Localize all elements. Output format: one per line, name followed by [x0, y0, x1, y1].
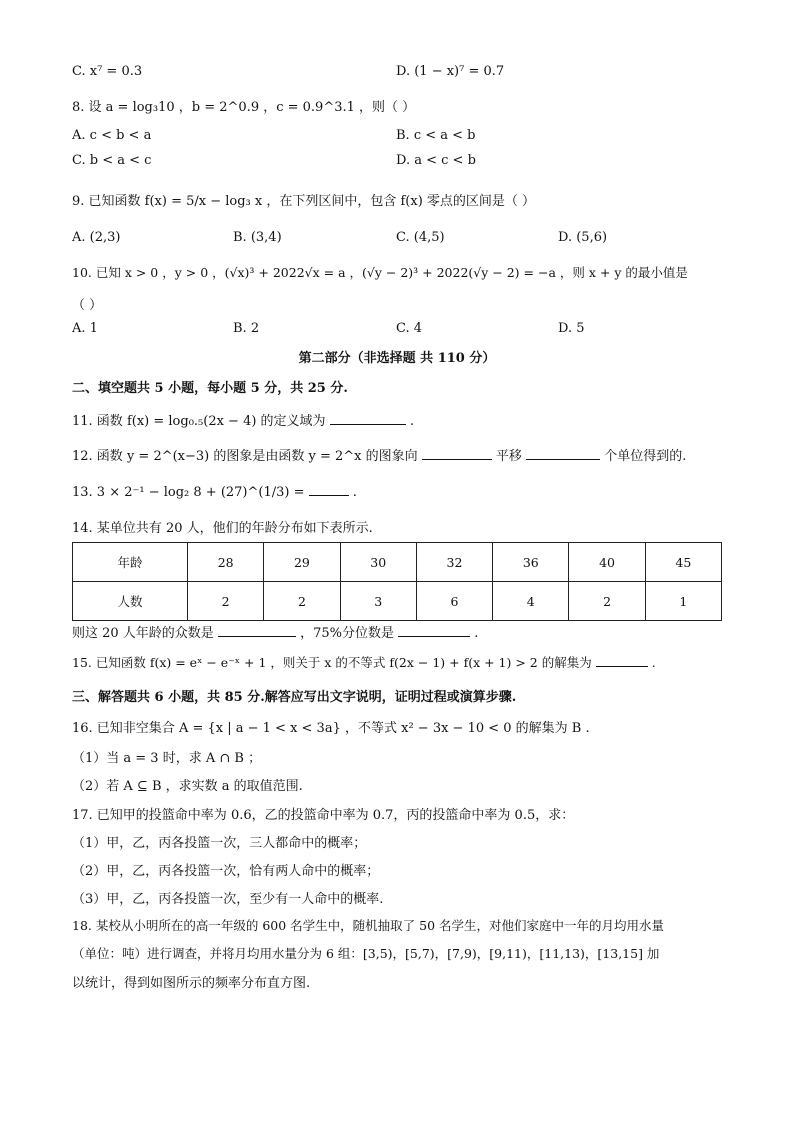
q10-option-a: A. 1 [72, 321, 98, 336]
q13-end: . [352, 485, 357, 500]
q9-option-a: A. (2,3) [72, 230, 121, 245]
q9-stem: 9. 已知函数 f(x) = 5/x − log₃ x ，在下列区间中，包含 f(x) 零点的区间是（ ） [72, 194, 536, 209]
q16-part1: （1）当 a = 3 时，求 A ∩ B ； [72, 751, 262, 766]
count-cell: 2 [188, 582, 264, 621]
q15-answer-blank[interactable] [596, 654, 648, 667]
q15-end: . [651, 655, 656, 670]
q13-answer-blank[interactable] [309, 483, 349, 496]
q11-answer-blank[interactable] [330, 412, 406, 425]
q11-stem: 11. 函数 f(x) = log₀.₅(2x − 4) 的定义域为 [72, 414, 326, 429]
q15 [72, 653, 656, 671]
count-cell: 4 [493, 582, 569, 621]
q12-mid: 平移 [495, 449, 522, 464]
count-cell: 2 [569, 582, 645, 621]
q10-paren: （ ） [72, 298, 103, 313]
count-cell: 2 [264, 582, 340, 621]
q12-end: 个单位得到的. [604, 449, 687, 464]
q17-part2: （2）甲，乙，丙各投篮一次，恰有两人命中的概率； [72, 864, 380, 879]
age-cell: 28 [188, 543, 264, 582]
q18-line2: （单位：吨）进行调查，并将月均用水量分为 6 组：[3,5)，[5,7)，[7,9)，[9,11)，[11,13)，[13,15] 加 [72, 946, 660, 961]
age-cell: 32 [416, 543, 492, 582]
q12-units-blank[interactable] [526, 447, 600, 460]
age-cell: 30 [340, 543, 416, 582]
q16-part2: （2）若 A ⊆ B ，求实数 a 的取值范围. [72, 779, 303, 794]
q14-percentile-blank[interactable] [398, 624, 470, 637]
q16-stem: 16. 已知非空集合 A = {x | a − 1 < x < 3a} ，不等式 x² − 3x − 10 < 0 的解集为 B . [72, 721, 590, 736]
q7-option-d: D. (1 − x)⁷ = 0.7 [396, 64, 505, 79]
q15-stem: 15. 已知函数 f(x) = eˣ − e⁻ˣ + 1 ，则关于 x 的不等式 f(2x − 1) + f(x + 1) > 2 的解集为 [72, 655, 592, 670]
count-cell: 6 [416, 582, 492, 621]
q7-option-c: C. x⁷ = 0.3 [72, 64, 143, 79]
q18-line1: 18. 某校从小明所在的高一年级的 600 名学生中，随机抽取了 50 名学生，对他们家庭中一年的月均用水量 [72, 918, 665, 933]
q8-stem: 8. 设 a = log₃10 ，b = 2^0.9 ，c = 0.9^3.1 ，则（ ） [72, 100, 416, 115]
q8-option-b: B. c < a < b [396, 128, 476, 143]
q12-stem: 12. 函数 y = 2^(x−3) 的图象是由函数 y = 2^x 的图象向 [72, 449, 418, 464]
q13 [72, 483, 357, 500]
q14-end: . [474, 626, 479, 641]
q14-followup [72, 622, 478, 641]
count-header: 人数 [73, 582, 188, 621]
count-cell: 1 [645, 582, 721, 621]
q12-direction-blank[interactable] [422, 447, 492, 460]
q14-stem: 14. 某单位共有 20 人，他们的年龄分布如下表所示. [72, 521, 373, 536]
age-cell: 36 [493, 543, 569, 582]
q18-line3: 以统计，得到如图所示的频率分布直方图. [72, 976, 311, 991]
q9-option-c: C. (4,5) [396, 230, 445, 245]
q8-option-d: D. a < c < b [396, 153, 476, 168]
q17-part1: （1）甲，乙，丙各投篮一次，三人都命中的概率； [72, 836, 367, 851]
q13-stem: 13. 3 × 2⁻¹ − log₂ 8 + (27)^(1/3) = [72, 485, 305, 500]
q9-option-b: B. (3,4) [233, 230, 282, 245]
part2-title: 第二部分（非选择题 共 110 分） [298, 351, 496, 366]
age-cell: 40 [569, 543, 645, 582]
age-distribution-table [72, 542, 722, 621]
section2-title: 二、填空题共 5 小题，每小题 5 分，共 25 分. [72, 381, 348, 396]
q17-part3: （3）甲，乙，丙各投篮一次，至少有一人命中的概率. [72, 892, 384, 907]
q17-stem: 17. 已知甲的投篮命中率为 0.6，乙的投篮命中率为 0.7，丙的投篮命中率为 0.5，求： [72, 808, 575, 823]
q10-option-b: B. 2 [233, 321, 260, 336]
age-cell: 29 [264, 543, 340, 582]
q11 [72, 410, 414, 429]
table-row [73, 582, 722, 621]
age-cell: 45 [645, 543, 721, 582]
age-header: 年龄 [73, 543, 188, 582]
q14-percentile-text: ，75%分位数是 [300, 626, 394, 641]
q9-option-d: D. (5,6) [558, 230, 608, 245]
q14-mode-blank[interactable] [218, 624, 296, 637]
q8-option-a: A. c < b < a [72, 128, 152, 143]
table-row [73, 543, 722, 582]
q12 [72, 445, 686, 464]
q11-end: . [409, 414, 414, 429]
section3-title: 三、解答题共 6 小题，共 85 分.解答应写出文字说明，证明过程或演算步骤. [72, 690, 517, 705]
q10-option-d: D. 5 [558, 321, 585, 336]
q10-option-c: C. 4 [396, 321, 423, 336]
q10-stem: 10. 已知 x > 0 ，y > 0 ，(√x)³ + 2022√x = a ，(√y − 2)³ + 2022(√y − 2) = −a ，则 x + y 的最小值是 [72, 265, 688, 280]
q8-option-c: C. b < a < c [72, 153, 152, 168]
q14-mode-text: 则这 20 人年龄的众数是 [72, 626, 214, 641]
count-cell: 3 [340, 582, 416, 621]
